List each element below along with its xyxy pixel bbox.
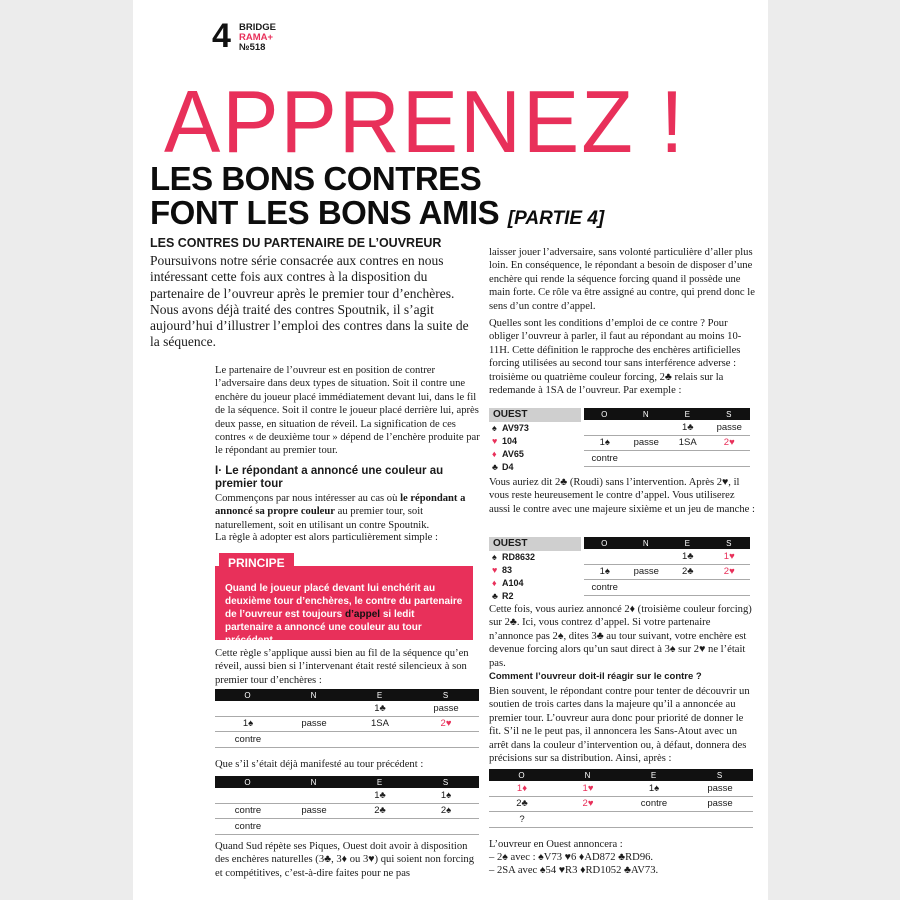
bidding-cell: ?: [519, 813, 525, 825]
bidding-row: [584, 420, 750, 436]
part-label: [PARTIE 4]: [507, 208, 605, 229]
bidding-cell: passe: [633, 437, 659, 449]
bidding-header-cell: E: [650, 770, 658, 780]
hand-clubs-line: [489, 461, 581, 474]
bidding-table-2: [215, 776, 479, 835]
club-suit-icon: ♣: [492, 591, 498, 601]
bidding-cell: contre: [234, 733, 262, 745]
bidding-cell: 1♠: [648, 782, 660, 794]
bidding-row: [215, 732, 479, 748]
bidding-header-cell: O: [244, 690, 252, 700]
bidding-header-cell: N: [642, 409, 650, 419]
bidding-row: [584, 451, 750, 467]
bidding-cell: 2♥: [723, 437, 735, 449]
col1-paragraph-2: Commençons par nous intéresser au cas où le répondant a annoncé sa propre couleur au premier tour, soit naturellement, soit en utilisant un contre Spoutnik.: [215, 493, 466, 531]
bidding-cell: passe: [707, 798, 733, 810]
intro-paragraph: Poursuivons notre série consacrée aux contres en nous intéressant cette fois aux contres à la disposition du partenaire de l’ouvreur après le premier tour d’enchères. Nous avons déjà traité des contres Spoutnik, il s’agit aujourd’hui d’illustrer l’emploi des contres dans la suite de la séquence.: [150, 253, 469, 350]
issue-number: №518: [239, 42, 266, 53]
bidding-cell: passe: [707, 782, 733, 794]
bidding-cell: contre: [640, 798, 668, 810]
bidding-header-row: [215, 776, 479, 788]
bidding-cell: passe: [301, 805, 327, 817]
bidding-header-cell: S: [442, 777, 450, 787]
col2-paragraph-1: laisser jouer l’adversaire, sans volonté particulière d’aller plus loin. En conséquence, le répondant a besoin de disposer d’une enchère qui rende la séquence forcing quand il possède une main forte. Ce rôle va être assigné au contre, qui prend donc le sens d’un contre d’appel.: [489, 247, 755, 312]
bidding-row: [215, 819, 479, 835]
magazine-page: [133, 0, 768, 900]
page-number: 4: [212, 17, 231, 55]
bidding-row: [215, 804, 479, 820]
bidding-cell: 1♥: [582, 782, 594, 794]
bidding-row: [584, 436, 750, 452]
hand-cards: R2: [502, 591, 514, 601]
heart-suit-icon: ♥: [492, 436, 498, 446]
col2-paragraph-8: – 2SA avec ♠54 ♥R3 ♦RD1052 ♣AV73.: [489, 865, 659, 876]
col2-paragraph-3: Vous auriez dit 2♣ (Roudi) sans l’intervention. Après 2♥, il vous reste heureusement le contre d’appel. Vous utiliserez aussi le contre avec une majeure sixième et un jeu de manche :: [489, 477, 755, 515]
subtitle-line-1: LES BONS CONTRES: [150, 160, 482, 197]
col2-paragraph-2: Quelles sont les conditions d’emploi de ce contre ? Pour obliger l’ouvreur à parler, il faut au répondant au moins 10-11H. Cette définition le rapproche des enchères artificielles forcing utilisées au second tour sans interférence adverse : troisième ou quatrième couleur forcing, 2♣ relais sur la redemande à 1SA de l’ouvreur. Par exemple :: [489, 318, 742, 397]
bidding-row: [215, 717, 479, 733]
diamond-suit-icon: ♦: [492, 449, 497, 459]
bidding-table-4: [584, 537, 750, 596]
spade-suit-icon: ♠: [492, 552, 497, 562]
heart-suit-icon: ♥: [492, 565, 498, 575]
hand-hearts-line: [489, 564, 581, 577]
bidding-header-cell: E: [684, 538, 691, 548]
hand-cards: RD8632: [502, 552, 536, 562]
bidding-row: [584, 565, 750, 581]
hand-spades-line: [489, 422, 581, 435]
bidding-row: [489, 797, 753, 813]
bidding-cell: 1SA: [678, 437, 697, 449]
bidding-header-cell: O: [601, 538, 609, 548]
bidding-cell: passe: [716, 421, 742, 433]
col1-paragraph-3: La règle à adopter est alors particulièrement simple :: [215, 532, 438, 543]
col1-paragraph-4: Cette règle s’applique aussi bien au fil de la séquence qu’en réveil, aussi bien si l’intervenant était resté silencieux à son premier tour d’enchères :: [215, 648, 469, 686]
bidding-cell: 2♥: [440, 718, 452, 730]
hand-cards: 104: [502, 436, 518, 446]
hand-cards: D4: [502, 462, 514, 472]
bidding-cell: 1♦: [516, 782, 528, 794]
bidding-cell: 1♠: [599, 437, 610, 449]
club-suit-icon: ♣: [492, 462, 498, 472]
bidding-header-cell: E: [376, 777, 384, 787]
hand-diamonds-line: [489, 577, 581, 590]
bidding-cell: passe: [301, 718, 327, 730]
bidding-header-cell: S: [442, 690, 450, 700]
bidding-cell: passe: [433, 702, 459, 714]
bidding-table-5: [489, 769, 753, 828]
bidding-cell: 1♣: [681, 550, 694, 562]
bidding-table-3: [584, 408, 750, 467]
brand-logo: BRIDGE RAMA+ №518: [239, 22, 276, 53]
bidding-row: [489, 781, 753, 797]
bidding-cell: 2♣: [681, 566, 694, 578]
bidding-cell: 1♣: [374, 702, 386, 714]
hand-cards: AV973: [502, 423, 529, 433]
hand-ouest-2: [489, 537, 581, 603]
bidding-cell: 2♠: [440, 805, 452, 817]
hand-title: OUEST: [489, 408, 581, 422]
bidding-header-cell: O: [601, 409, 609, 419]
bidding-header-cell: N: [584, 770, 592, 780]
diamond-suit-icon: ♦: [492, 578, 497, 588]
bidding-row: [489, 812, 753, 828]
bidding-header-row: [215, 689, 479, 701]
hand-cards: 83: [502, 565, 513, 575]
col1-paragraph-5: Que s’il s’était déjà manifesté au tour précédent :: [215, 759, 424, 770]
spade-suit-icon: ♠: [492, 423, 497, 433]
principe-box: Quand le joueur placé devant lui enchérit au deuxième tour d’enchères, le contre du partenaire de l’ouvreur est toujours d’appel si ledit partenaire a annoncé une couleur au tour précédent.: [215, 566, 473, 640]
bidding-header-cell: O: [244, 777, 252, 787]
bidding-cell: 1♣: [681, 421, 694, 433]
col1-paragraph-6: Quand Sud répète ses Piques, Ouest doit avoir à disposition des enchères naturelles (3♣, 3♦ ou 3♥) qui soient non forcing et compétitives, c’est-à-dire faites pour ne pas: [215, 841, 474, 879]
hand-hearts-line: [489, 435, 581, 448]
hand-cards: A104: [502, 578, 524, 588]
bidding-cell: passe: [633, 566, 659, 578]
bidding-row: [215, 788, 479, 804]
hand-ouest-1: [489, 408, 581, 474]
bidding-cell: 1♠: [440, 789, 452, 801]
hand-cards: AV65: [502, 449, 524, 459]
col1-subheading: I· Le répondant a annoncé une couleur au premier tour: [215, 465, 444, 490]
hand-title: OUEST: [489, 537, 581, 551]
main-title: APPRENEZ !: [164, 72, 686, 171]
bidding-cell: 2♥: [582, 798, 594, 810]
hand-clubs-line: [489, 590, 581, 603]
bidding-header-cell: O: [518, 770, 526, 780]
bidding-cell: contre: [234, 805, 262, 817]
bidding-header-cell: E: [684, 409, 691, 419]
bidding-cell: 2♣: [516, 798, 528, 810]
bidding-header-row: [489, 769, 753, 781]
bidding-cell: 2♥: [723, 566, 735, 578]
col1-paragraph-1: Le partenaire de l’ouvreur est en position de contrer l’adversaire dans deux types de situation. Soit il contre une enchère du joueur placé immédiatement devant lui, dans le fil de la séquence. Soit il contre le joueur placé derrière lui, après deux passe, en situation de réveil. La signification de ces contres « de deuxième tour » dépend de l’enchère produite par le répondant au premier tour.: [215, 365, 480, 457]
bidding-cell: contre: [591, 452, 618, 464]
bidding-header-row: [584, 537, 750, 549]
col2-paragraph-4: Cette fois, vous auriez annoncé 2♦ (troisième couleur forcing) sur 2♣. Ici, vous contrez d’appel. Si votre partenaire n’annonce pas 2♠, dites 3♣ au tour suivant, votre enchère est devenue forcing alors qu’un saut direct à 3♠ sur 2♥ ne l’était pas.: [489, 604, 752, 669]
bidding-header-row: [584, 408, 750, 420]
bidding-header-cell: N: [310, 690, 318, 700]
bidding-header-cell: N: [642, 538, 650, 548]
bidding-row: [584, 580, 750, 596]
bidding-cell: contre: [234, 820, 262, 832]
bidding-table-1: [215, 689, 479, 748]
section-title: LES CONTRES DU PARTENAIRE DE L’OUVREUR: [150, 236, 442, 250]
bidding-row: [215, 701, 479, 717]
bidding-cell: 1♣: [374, 789, 386, 801]
bidding-header-cell: S: [726, 538, 733, 548]
subtitle-line-2: FONT LES BONS AMIS [PARTIE 4]: [150, 194, 605, 231]
bidding-cell: 1♠: [599, 566, 610, 578]
bidding-cell: 1SA: [371, 718, 389, 730]
bidding-header-cell: S: [716, 770, 724, 780]
bidding-header-cell: E: [376, 690, 384, 700]
col2-paragraph-7: – 2♠ avec : ♠V73 ♥6 ♦AD872 ♣RD96.: [489, 852, 654, 863]
principe-label: PRINCIPE: [219, 553, 294, 573]
bidding-header-cell: S: [726, 409, 733, 419]
bidding-cell: contre: [591, 581, 618, 593]
col2-question: Comment l’ouvreur doit-il réagir sur le contre ?: [489, 671, 702, 682]
bidding-cell: 2♣: [374, 805, 386, 817]
col2-paragraph-6: L’ouvreur en Ouest annoncera :: [489, 839, 623, 850]
bidding-cell: 1♠: [242, 718, 254, 730]
bidding-cell: 1♥: [723, 550, 735, 562]
bidding-row: [584, 549, 750, 565]
hand-spades-line: [489, 551, 581, 564]
bidding-header-cell: N: [310, 777, 318, 787]
hand-diamonds-line: [489, 448, 581, 461]
col2-paragraph-5: Bien souvent, le répondant contre pour tenter de découvrir un soutien de trois cartes dans la majeure qu’il a annoncée au premier tour. L’ouvreur aura donc pour priorité de donner le fit. S’il ne le peut pas, il annoncera les Sans-Atout avec un arrêt dans la couleur d’intervention ou, à défaut, donnera des précisions sur sa distribution. Ainsi, après :: [489, 686, 750, 765]
